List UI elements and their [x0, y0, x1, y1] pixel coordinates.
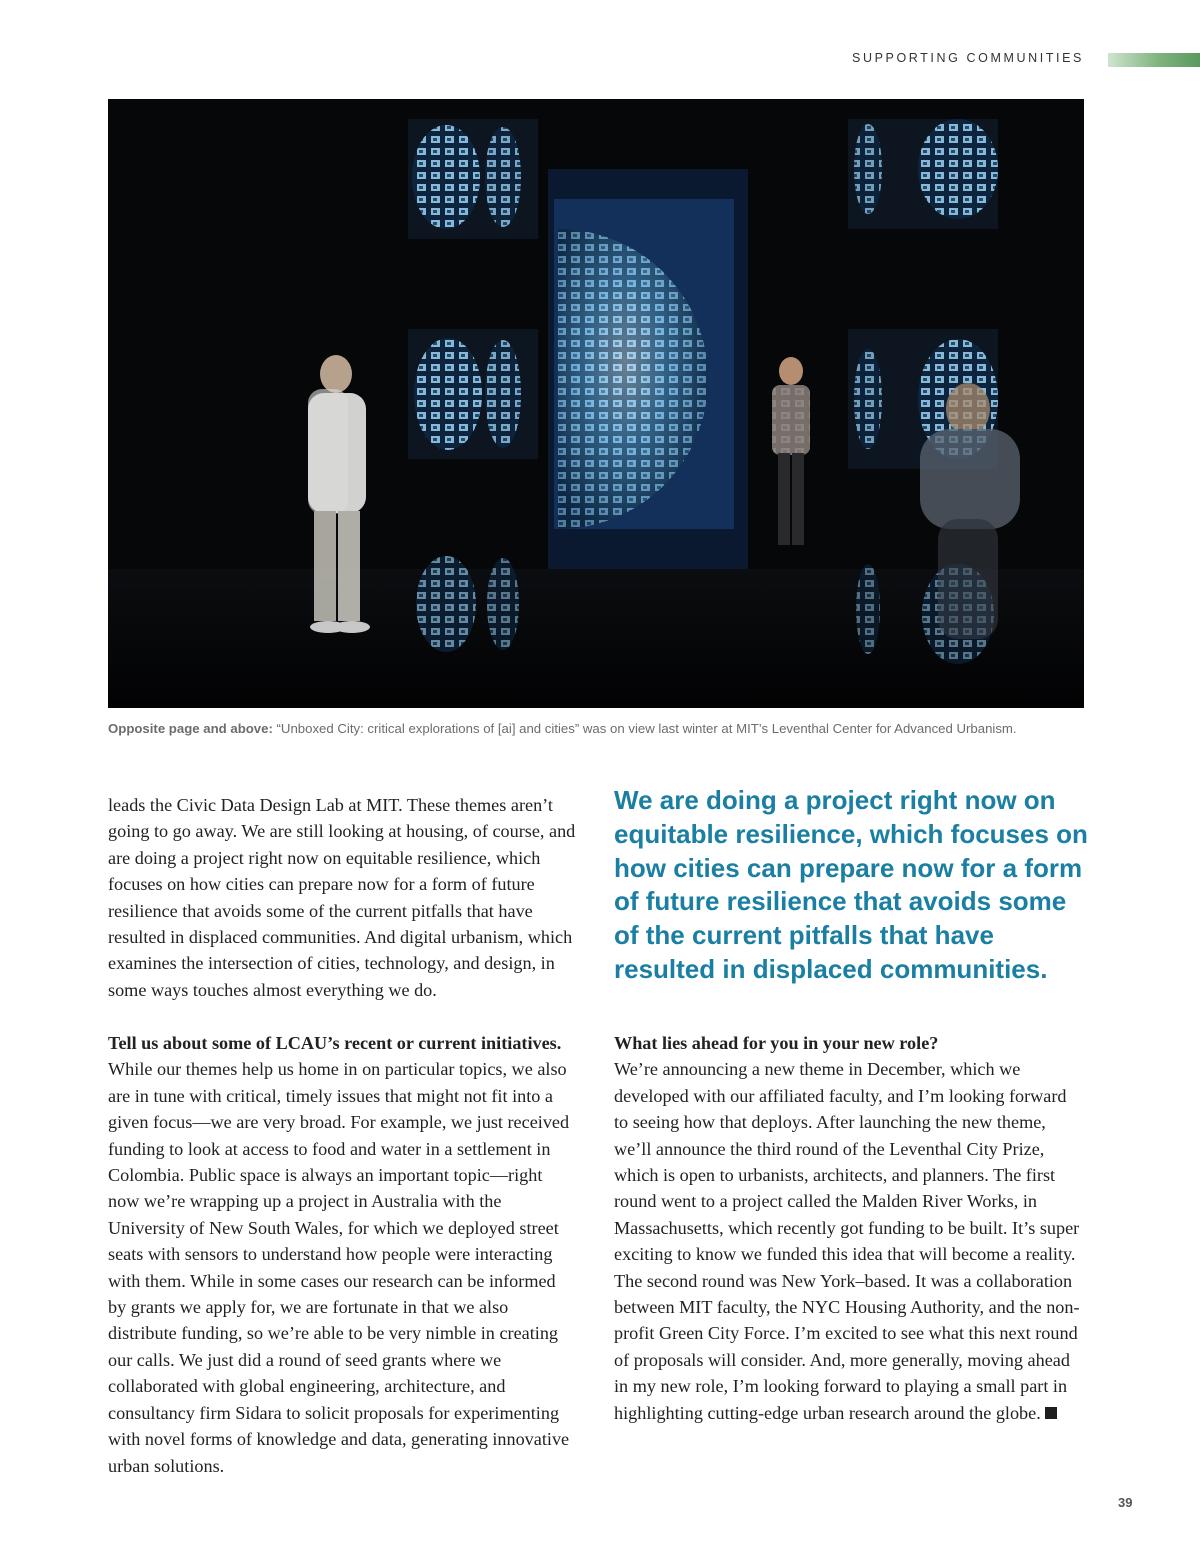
end-mark-icon [1045, 1407, 1057, 1419]
caption-text: “Unboxed City: critical explorations of [ai] and cities” was on view last winter at MIT’s Leventhal Center for Advanced Urbanism. [272, 721, 1017, 736]
question-1: Tell us about some of LCAU’s recent or current initiatives. [108, 1033, 562, 1053]
answer-1: While our themes help us home in on particular topics, we also are in tune with critical, timely issues that might not fit into a given focus—we are very broad. For example, we just received funding to look at access to food and water in a settlement in Colombia. Public space is always an important topic—right now we’re wrapping up a project in Australia with the University of New South Wales, for which we deployed street seats with sensors to understand how people were interacting with them. While in some cases our research can be informed by grants we apply for, we are fortunate in that we also distribute funding, so we’re able to be very nimble in creating our calls. We just did a round of seed grants where we collaborated with global engineering, architecture, and consultancy firm Sidara to solicit proposals for experimenting with novel forms of knowledge and data, generating innovative urban solutions. [108, 1059, 570, 1476]
intro-paragraph: leads the Civic Data Design Lab at MIT. These themes aren’t going to go away. We are still looking at housing, of course, and are doing a project right now on equitable resilience, which focuses on how cities can prepare now for a form of future resilience that avoids some of the current pitfalls that have resulted in displaced communities. And digital urbanism, which examines the intersection of cities, technology, and design, in some ways touches almost everything we do. [108, 795, 576, 1000]
central-screen [548, 169, 748, 569]
question-2: What lies ahead for you in your new role? [614, 1033, 939, 1053]
intro-column [108, 792, 578, 1003]
page-number: 39 [1118, 1495, 1133, 1510]
exhibition-photo [108, 99, 1084, 708]
photo-caption [108, 721, 1108, 736]
exhibition-photo-illustration [108, 99, 1084, 708]
qa-block-1 [108, 1030, 578, 1479]
caption-lead: Opposite page and above: [108, 721, 273, 736]
section-label: SUPPORTING COMMUNITIES [852, 51, 1084, 65]
answer-2-container [614, 1056, 1084, 1426]
pull-quote: We are doing a project right now on equitable resilience, which focuses on how cities can prepare now for a form of future resilience that avoids some of the current pitfalls that have resulted in displaced communities. [614, 785, 1088, 984]
section-accent-bar [1108, 53, 1200, 67]
qa-block-2 [614, 1030, 1084, 1426]
answer-2: We’re announcing a new theme in December, which we developed with our affiliated faculty, and I’m looking forward to seeing how that deploys. After launching the new theme, we’ll announce the third round of the Leventhal City Prize, which is open to urbanists, architects, and planners. The first round went to a project called the Malden River Works, in Massachusetts, which recently got funding to be built. It’s super exciting to know we funded this idea that will become a reality. The second round was New York–based. It was a collaboration between MIT faculty, the NYC Housing Authority, and the non-profit Green City Force. I’m excited to see what this next round of proposals will consider. And, more generally, moving ahead in my new role, I’m looking forward to playing a small part in highlighting cutting-edge urban research around the globe. [614, 1059, 1080, 1423]
